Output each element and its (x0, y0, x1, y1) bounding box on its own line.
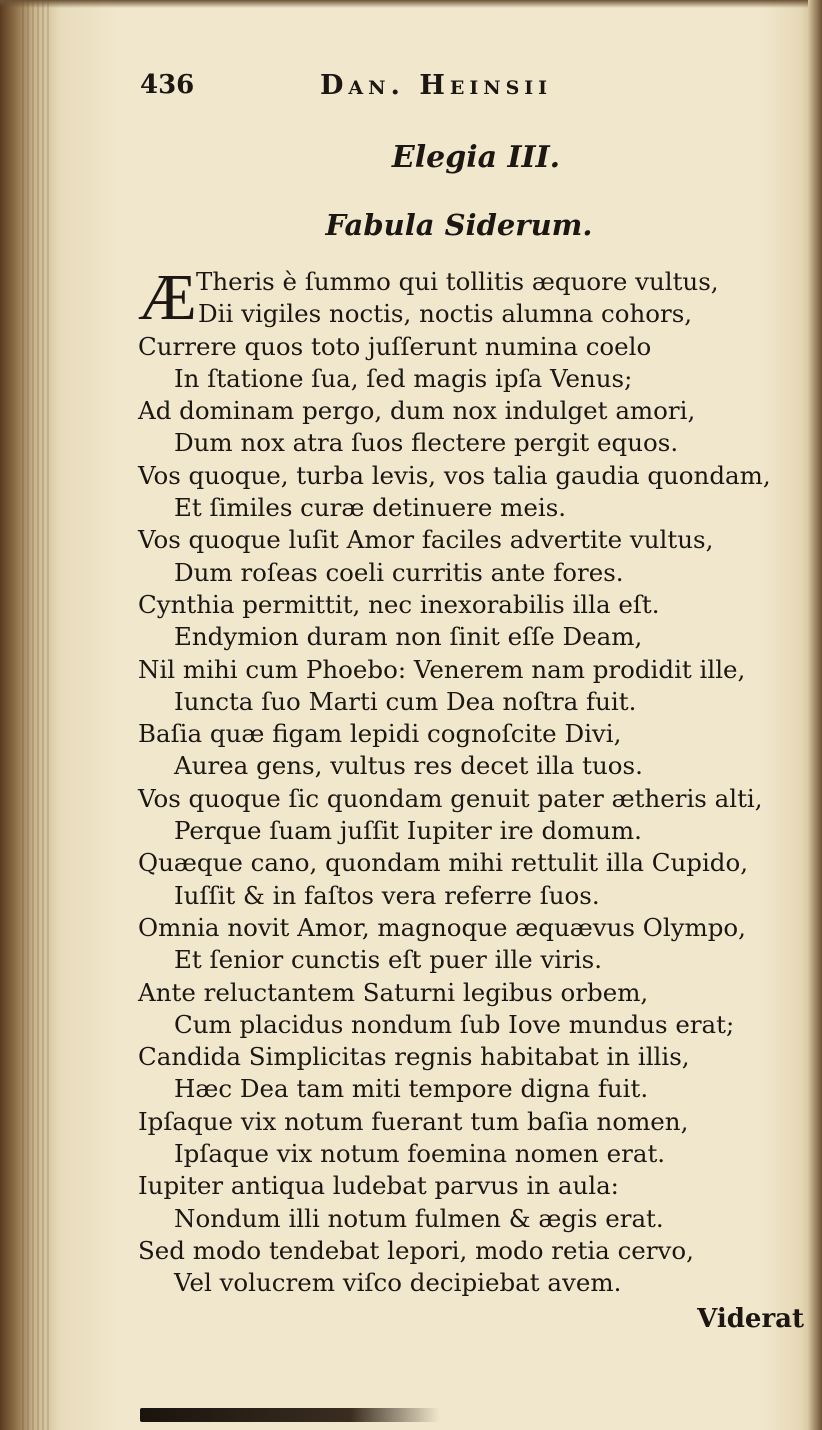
poem-line: In ſtatione ſua, ſed magis ipſa Venus; (174, 363, 633, 393)
poem-line: Hæc Dea tam miti tempore digna fuit. (174, 1074, 649, 1104)
poem-line: Vel volucrem viſco decipiebat avem. (174, 1268, 622, 1298)
poem-line: Ad dominam pergo, dum nox indulget amori, (138, 396, 696, 426)
drop-cap: Æ (138, 261, 197, 334)
running-head (140, 70, 620, 110)
poem-line: Candida Simplicitas regnis habitabat in illis, (138, 1042, 690, 1072)
poem-line: Baſia quæ figam lepidi cognoſcite Divi, (138, 719, 622, 749)
poem-line: Endymion duram non ſinit eſſe Deam, (174, 622, 643, 652)
poem-line: Ante reluctantem Saturni legibus orbem, (138, 977, 649, 1007)
poem-line: Iupiter antiqua ludebat parvus in aula: (138, 1171, 619, 1201)
poem-line: Cum placidus nondum ſub Iove mundus erat; (174, 1009, 735, 1039)
poem-line: Ipſaque vix notum foemina nomen erat. (174, 1139, 666, 1169)
poem-line: Vos quoque, turba levis, vos talia gaudia quondam, (138, 460, 771, 490)
poem-line: Dii vigiles noctis, noctis alumna cohors, (198, 299, 693, 329)
poem-line: Nondum illi notum fulmen & ægis erat. (174, 1203, 664, 1233)
running-title: Dan. Heinsii (320, 70, 553, 101)
poem-line: Sed modo tendebat lepori, modo retia cervo, (138, 1235, 694, 1265)
poem-line: Vos quoque luſit Amor faciles advertite vultus, (138, 525, 714, 555)
poem-line: Vos quoque ſic quondam genuit pater ætheris alti, (138, 783, 763, 813)
catchword: Viderat (697, 1304, 804, 1334)
poem-line: Omnia novit Amor, magnoque æquævus Olympo, (138, 912, 746, 942)
poem-body (138, 261, 798, 1300)
poem-line: Ipſaque vix notum fuerant tum baſia nomen, (138, 1106, 689, 1136)
poem-line: Cynthia permittit, nec inexorabilis illa eſt. (138, 589, 660, 619)
poem-line: Iuſſit & in faſtos vera referre ſuos. (174, 880, 600, 910)
poem-line: Aurea gens, vultus res decet illa tuos. (174, 751, 643, 781)
poem-line: Iuncta ſuo Marti cum Dea noſtra fuit. (174, 686, 637, 716)
fable-title: Fabula Siderum. (325, 208, 593, 242)
elegy-title: Elegia III. (391, 140, 561, 175)
poem-line: Perque ſuam juſſit Iupiter ire domum. (174, 816, 642, 846)
poem-line: Quæque cano, quondam mihi rettulit illa Cupido, (138, 848, 748, 878)
poem-line: Nil mihi cum Phoebo: Venerem nam prodidit ille, (138, 654, 746, 684)
page-top-edge (0, 0, 822, 8)
poem-line: Currere quos toto juſſerunt numina coelo (138, 331, 652, 361)
poem-line: Et ſenior cunctis eſt puer ille viris. (174, 945, 603, 975)
poem-line: Dum roſeas coeli curritis ante fores. (174, 557, 624, 587)
poem-line: Dum nox atra ſuos flectere pergit equos. (174, 428, 679, 458)
binding-shadow (140, 1408, 440, 1422)
page-number: 436 (140, 70, 195, 100)
poem-line: Theris è ſummo qui tollitis æquore vultus, (196, 267, 719, 296)
poem-line: Et ſimiles curæ detinuere meis. (174, 493, 567, 523)
